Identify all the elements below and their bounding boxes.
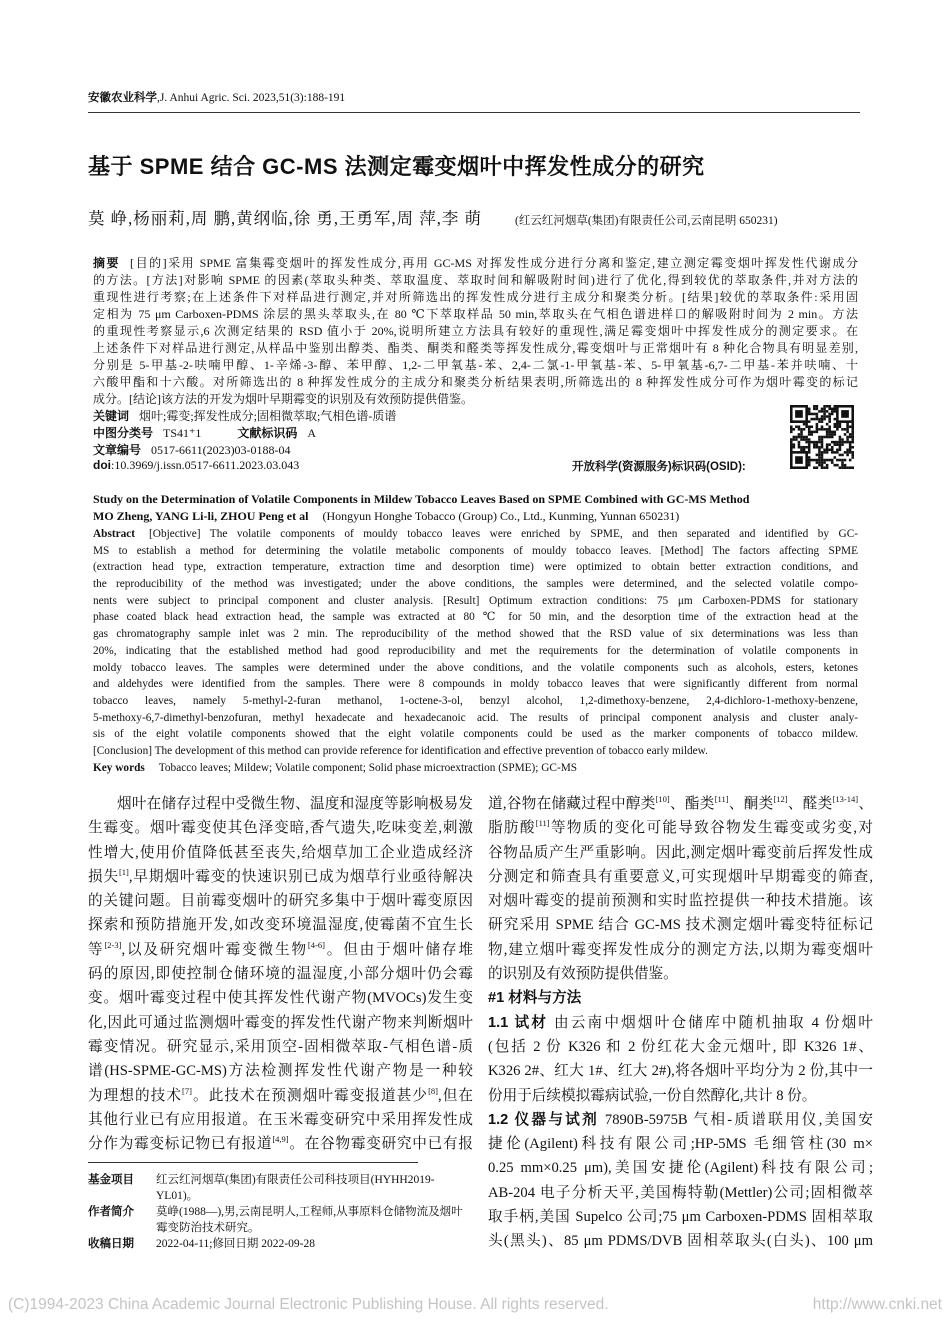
- body-line: AB-204 电子分析天平,美国梅特勒(Mettler)公司;固相微萃: [488, 1184, 873, 1201]
- body-line: 码的原因,即使控制仓储环境的温湿度,小部分烟叶仍会霉: [88, 966, 473, 983]
- body-line: 霉变情况。研究显示,采用顶空-固相微萃取-气相色谱-质: [88, 1038, 473, 1055]
- footnote-label: 收稿日期: [88, 1238, 134, 1250]
- abstract-line: and aldehydes were identified from the samples. There were 8 compounds in moldy tobacco leaves that were significantly different from normal: [93, 678, 858, 691]
- abstract-line: (extraction head type, extraction temperature, extraction time and desorption time) were optimized to obtain better extraction conditions, and: [93, 561, 858, 574]
- classification: [93, 424, 316, 441]
- doi-label: doi: [93, 458, 111, 472]
- body-line: 的识别及有效预防提供借鉴。: [488, 966, 678, 983]
- keywords-value: Tobacco leaves; Mildew; Volatile component; Solid phase microextraction (SPME); GC-MS: [158, 761, 578, 774]
- section-heading: 1.2 仪器与试剂: [488, 1111, 599, 1128]
- citation: [8]: [428, 1085, 438, 1096]
- abstract-line: 上述条件下对样品进行测定,从样品中鉴别出醇类、酯类、酮类和醛类等挥发性成分,霉变烟叶与正常烟叶有 8 种化合物具有明显差别,: [93, 341, 858, 355]
- citation: [4,9]: [272, 1134, 289, 1145]
- citation: [10]: [655, 794, 670, 804]
- footnote-text: 莫峥(1988—),男,云南昆明人,工程师,从事原料仓储物流及烟叶霉变防治技术研究。: [156, 1206, 463, 1234]
- journal-name: 安徽农业科学: [88, 92, 157, 104]
- keywords-label: 关键词: [93, 409, 130, 423]
- doc-code-value: A: [307, 426, 317, 440]
- citation: [4-6]: [307, 939, 325, 950]
- abstract-line: the reproducibility of the method was investigated; under the above conditions, the samples were determined, and the selected volatile compo-: [93, 578, 858, 591]
- chinese-abstract: [93, 255, 858, 408]
- citation: [11]: [714, 794, 729, 804]
- abstract-line: 分别是 5-甲基-2-呋喃甲醇、1-辛烯-3-醇、苯甲醇、1,2-二甲氧基-苯、2,4-二氯-1-甲氧基-苯、5-甲氧基-6,7-二甲基-苯并呋喃、十: [93, 358, 858, 372]
- footnote: [88, 1236, 473, 1252]
- body-line: 0.25 mm×0.25 μm),美国安捷伦(Agilent)科技有限公司;: [488, 1160, 873, 1177]
- running-header: [88, 89, 345, 105]
- body-line: 谱(HS-SPME-GC-MS)方法检测挥发性代谢产物是一种较: [88, 1063, 473, 1080]
- body-line: 研究采用 SPME 结合 GC-MS 技术测定烟叶霉变特征标记: [488, 917, 873, 934]
- keywords-cn: [93, 407, 396, 424]
- body-line: 变。烟叶霉变过程中使其挥发性代谢产物(MVOCs)发生变: [88, 990, 473, 1007]
- body-line: 头(黑头)、85 μm PDMS/DVB 固相萃取头(白头)、100 μm: [488, 1233, 873, 1250]
- abstract-line: Abstract [Objective] The volatile components of mouldy tobacco leaves were enriched by SPME, and then separated and identified by GC-: [93, 528, 858, 540]
- body-line: 谷物品质产生严重影响。因此,测定烟叶霉变前后挥发性成: [488, 844, 873, 861]
- footnote-rule: [88, 1162, 418, 1163]
- footnote-label: 作者简介: [88, 1206, 134, 1218]
- abstract-line: gas chromatography sample inlet was 2 min. The reproducibility of the method showed that the RSD value of six determinations was less than: [93, 628, 858, 641]
- footnote: [88, 1204, 473, 1236]
- body-line: 化,因此可通过监测烟叶霉变的挥发性代谢产物来判断烟叶: [88, 1014, 473, 1031]
- abstract-line: MS to establish a method for determining the volatile metabolic components of mouldy tobacco leaves. [Method] The factors affecting SPME: [93, 544, 858, 557]
- abstract-line: 六酸甲酯和十六酸。对所筛选出的 8 种挥发性成分的主成分和聚类分析结果表明,所筛选出的 8 种挥发性成分可作为烟叶霉变的标记: [93, 375, 858, 389]
- citation: [13-14]: [832, 794, 859, 804]
- paper-title: 基于 SPME 结合 GC-MS 法测定霉变烟叶中挥发性成分的研究: [88, 154, 705, 179]
- english-abstract: [93, 526, 858, 776]
- body-line: 其他行业已有应用报道。在玉米霉变研究中采用挥发性成: [88, 1111, 473, 1128]
- citation: [7]: [182, 1085, 192, 1096]
- abstract-line: 成分。[结论]该方法的开发为烟叶早期霉变的识别及有效预防提供借鉴。: [93, 392, 473, 406]
- body-line: 脂肪酸[11]等物质的变化可能导致谷物发生霉变或劣变,对: [488, 818, 873, 837]
- clc-label: 中图分类号: [93, 426, 154, 440]
- section-heading-line: 1.2 仪器与试剂 7890B-5975B 气相-质谱联用仪,美国安: [488, 1111, 873, 1128]
- body-line: 损失[1],早期烟叶霉变的快速识别已成为烟草行业亟待解决: [88, 866, 473, 885]
- abstract-label: 摘要: [93, 256, 121, 270]
- abstract-line: 的重现性考察显示,6 次测定结果的 RSD 值小于 20%,说明所建立方法具有较好的重现性,满足霉变烟叶中挥发性成分的测定要求。在: [93, 324, 858, 338]
- body-line: 探索和预防措施开发,如改变环境温湿度,使霉菌不宜生长: [88, 917, 473, 934]
- footnotes: [88, 1172, 473, 1252]
- abstract-line: 定相为 75 μm Carboxen-PDMS 涂层的黑头萃取头,在 80 ℃下萃取样品 50 min,萃取头在气相色谱进样口的解吸附时间为 2 min。方法: [93, 307, 858, 321]
- article-no-value: 0517-6611(2023)03-0188-04: [151, 443, 291, 457]
- body-line: 物,建立烟叶霉变挥发性成分的测定方法,以期为霉变烟叶: [488, 941, 873, 958]
- body-line: 为理想的技术[7]。此技术在预测烟叶霉变报道甚少[8],但在: [88, 1085, 473, 1104]
- body-line: 烟叶在储存过程中受微生物、温度和湿度等影响极易发: [117, 796, 473, 812]
- citation: [2-3]: [104, 939, 122, 950]
- footnote-text: 2022-04-11;修回日期 2022-09-28: [156, 1238, 315, 1250]
- abstract-line: 的方法。[方法]对影响 SPME 的因素(萃取头种类、萃取温度、萃取时间和解吸附时间)进行了优化,得到较优的萃取条件,并对方法的: [93, 273, 858, 287]
- body-line: 性增大,使用价值降低甚至丧失,给烟草加工企业造成经济: [88, 844, 473, 861]
- body-line: 等[2-3],以及研究烟叶霉变微生物[4-6]。但由于烟叶储存堆: [88, 939, 473, 958]
- body-line: (包括 2 份 K326 和 2 份红花大金元烟叶, 即 K326 1#、: [488, 1038, 873, 1055]
- body-line: K326 2#、红大 1#、红大 2#),将各烟叶平均分为 2 份,其中一: [488, 1063, 873, 1080]
- article-number: [93, 441, 291, 458]
- osid-label: 开放科学(资源服务)标识码(OSID):: [572, 461, 746, 473]
- body-left-column: [88, 792, 473, 1156]
- body-line: 取手柄,美国 Supelco 公司;75 μm Carboxen-PDMS 固相萃取: [488, 1209, 873, 1226]
- copyright: (C)1994-2023 China Academic Journal Electronic Publishing House. All rights reserved.: [8, 1296, 609, 1313]
- body-right-column: [488, 792, 873, 1254]
- english-keywords: [93, 760, 858, 777]
- footnote: [88, 1172, 473, 1204]
- english-affiliation: (Hongyun Honghe Tobacco (Group) Co., Ltd., Kunming, Yunnan 650231): [322, 509, 680, 523]
- body-line: 份用于后续模拟霉病试验,一份自然醇化,共计 8 份。: [488, 1087, 817, 1104]
- citation: ,J. Anhui Agric. Sci. 2023,51(3):188-191: [157, 92, 346, 104]
- citation: [11]: [535, 818, 550, 829]
- header-rule: [88, 112, 860, 113]
- english-title: Study on the Determination of Volatile Components in Mildew Tobacco Leaves Based on SPME Combined with GC-MS Method: [93, 492, 750, 506]
- doi-value[interactable]: :10.3969/j.issn.0517-6611.2023.03.043: [111, 458, 300, 472]
- abstract-line: phase coated black head extraction head, the sample was extracted at 80 ℃ for 50 min, and the desorption time of the extraction head at the: [93, 611, 858, 624]
- affiliation: (红云红河烟草(集团)有限责任公司,云南昆明 650231): [515, 215, 778, 227]
- body-line: 对烟叶霉变的提前预测和实时监控提供一种技术措施。该: [488, 893, 873, 910]
- body-line: 分作为霉变标记物已有报道[4,9]。在谷物霉变研究中已有报: [88, 1134, 473, 1153]
- abstract-line: moldy tobacco leaves. The samples were determined under the above conditions, and the volatile components such as alcohols, esters, ketones: [93, 661, 858, 674]
- footnote-label: 基金项目: [88, 1174, 134, 1186]
- cnki-link[interactable]: http://www.cnki.net: [812, 1296, 942, 1313]
- abstract-line: nents were subject to principal component and cluster analysis. [Result] Optimum extraction conditions: 75 μm Carboxen-PDMS for stationary: [93, 594, 858, 607]
- abstract-line: 摘要 [目的]采用 SPME 富集霉变烟叶的挥发性成分,再用 GC-MS 对挥发性成分进行分离和鉴定,建立测定霉变烟叶挥发性代谢成分: [93, 256, 858, 270]
- citation: [12]: [773, 794, 788, 804]
- authors: 莫 峥,杨丽莉,周 鹏,黄纲临,徐 勇,王勇军,周 萍,李 萌: [88, 209, 482, 228]
- body-line: 生霉变。烟叶霉变使其色泽变暗,香气遗失,吃味变差,刺激: [88, 820, 473, 837]
- body-line: 的关键问题。目前霉变烟叶的研究多集中于烟叶霉变原因: [88, 893, 473, 910]
- footnote-text: 红云红河烟草(集团)有限责任公司科技项目(HYHH2019-YL01)。: [156, 1174, 435, 1202]
- body-line: 道,谷物在储藏过程中醇类[10]、酯类[11]、酮类[12]、醛类[13-14]、: [488, 794, 873, 812]
- english-author-names: MO Zheng, YANG Li-li, ZHOU Peng et al: [93, 509, 309, 523]
- section-heading: 1.1 试材: [488, 1014, 549, 1031]
- abstract-line: 20%, indicating that the established method had good reproducibility and met the requirements for the determination of volatile components in: [93, 644, 858, 657]
- english-authors: [93, 509, 679, 524]
- abstract-line: 重现性进行考察;在上述条件下对样品进行测定,并对所筛选出的挥发性成分进行主成分和聚类分析。[结果]较优的萃取条件:采用固: [93, 290, 858, 304]
- qr-code-icon[interactable]: [790, 405, 854, 469]
- page-footer: [8, 1296, 942, 1314]
- article-no-label: 文章编号: [93, 443, 142, 457]
- section-heading-line: 1.1 试材 由云南中烟烟叶仓储库中随机抽取 4 份烟叶: [488, 1014, 873, 1031]
- keywords-value: 烟叶;霉变;挥发性成分;固相微萃取;气相色谱-质谱: [139, 409, 397, 423]
- abstract-label: Abstract: [93, 528, 136, 540]
- citation: [1]: [118, 866, 129, 877]
- abstract-line: tobacco leaves, namely 5-methyl-2-furan methanol, 1-octene-3-ol, benzyl alcohol, 1,2-dimethoxy-benzene, 2,4-dichloro-1-methoxy-benzene,: [93, 694, 858, 707]
- section-heading: #1 材料与方法: [488, 990, 582, 1007]
- body-line: 捷伦(Agilent)科技有限公司;HP-5MS 毛细管柱(30 m×: [488, 1136, 873, 1153]
- keywords-label: Key words: [93, 761, 145, 774]
- abstract-line: 5-methoxy-6,7-dimethyl-benzofuran, methyl hexadecate and hexadecanoic acid. The results of principal component analysis and cluster analy-: [93, 711, 858, 724]
- abstract-line: [Conclusion] The development of this method can provide reference for identification and effective prevention of tobacco early mildew.: [93, 744, 708, 757]
- abstract-line: sis of the eight volatile components showed that the eight volatile components could be used as the marker components of tobacco mildew.: [93, 728, 858, 741]
- doi[interactable]: [93, 458, 299, 473]
- doc-code-label: 文献标识码: [237, 426, 298, 440]
- body-line: 分测定和筛查具有重要意义,可实现烟叶早期霉变的筛查,: [488, 868, 873, 885]
- clc-value: TS41⁺1: [163, 426, 202, 440]
